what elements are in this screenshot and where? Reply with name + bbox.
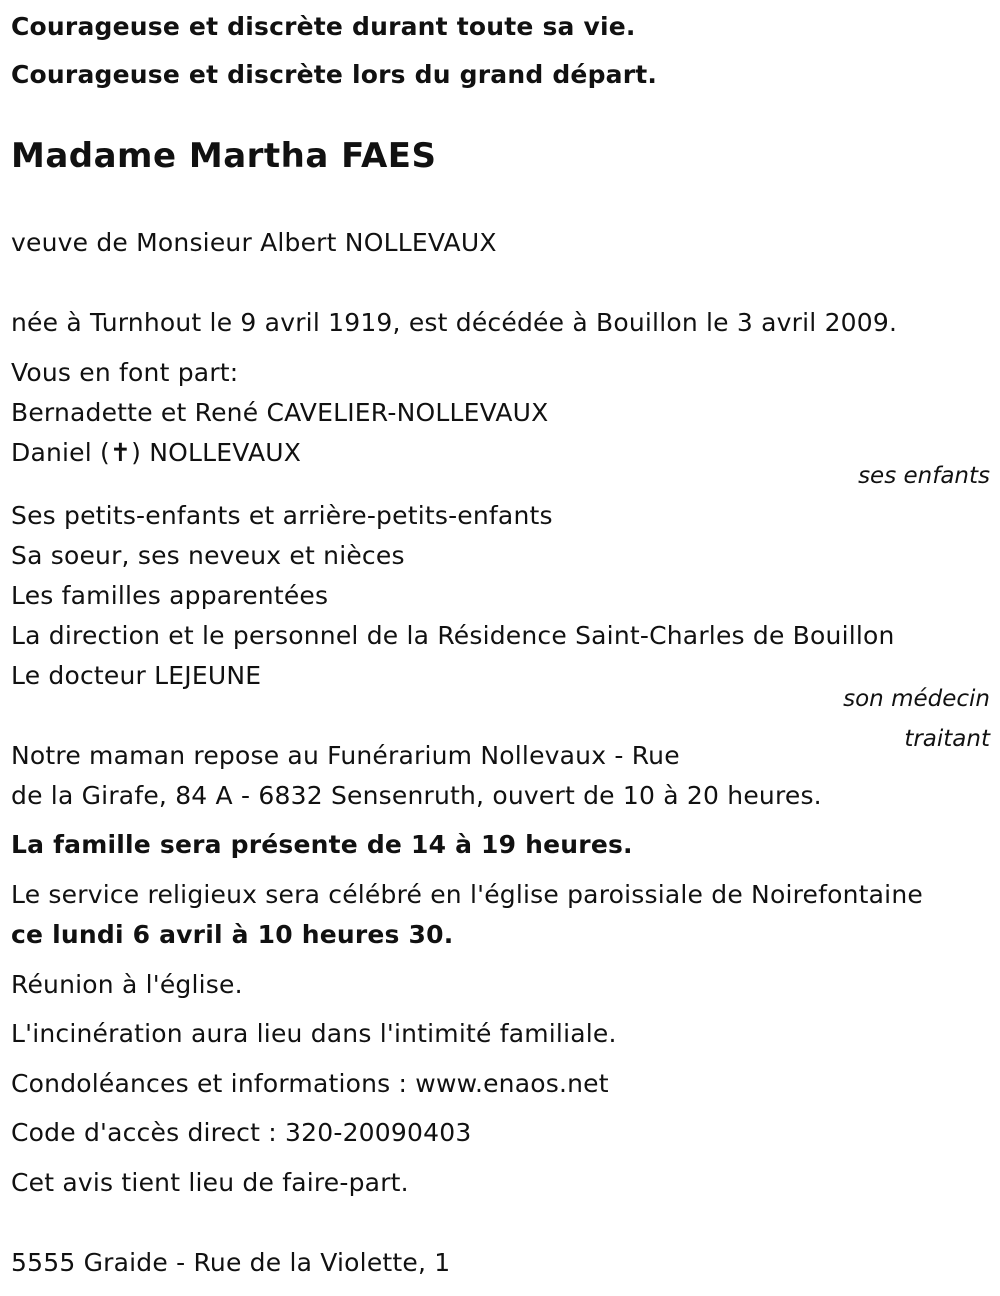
rest-line-1: Notre maman repose au Funérarium Nollevaux - Rue	[11, 741, 680, 770]
child-2: Daniel (✝) NOLLEVAUX	[11, 438, 302, 467]
family-presence: La famille sera présente de 14 à 19 heures.	[11, 830, 633, 859]
motto-line-2: Courageuse et discrète lors du grand départ.	[11, 60, 658, 89]
rest-line-2: de la Girafe, 84 A - 6832 Sensenruth, ouvert de 10 à 20 heures.	[11, 781, 822, 810]
doctor-note-line-1: son médecin	[843, 686, 990, 712]
address: 5555 Graide - Rue de la Violette, 1	[11, 1248, 451, 1277]
meeting: Réunion à l'église.	[11, 970, 243, 999]
relative-5: Le docteur LEJEUNE	[11, 661, 262, 690]
children-note: ses enfants	[858, 463, 990, 489]
condolences: Condoléances et informations : www.enaos.net	[11, 1069, 609, 1098]
birth-death: née à Turnhout le 9 avril 1919, est décédée à Bouillon le 3 avril 2009.	[11, 308, 898, 337]
relative-4: La direction et le personnel de la Résidence Saint-Charles de Bouillon	[11, 621, 895, 650]
access-code: Code d'accès direct : 320-20090403	[11, 1118, 472, 1147]
announced-by-intro: Vous en font part:	[11, 358, 239, 387]
service-line-1: Le service religieux sera célébré en l'église paroissiale de Noirefontaine	[11, 880, 923, 909]
doctor-note	[843, 679, 990, 759]
relative-2: Sa soeur, ses neveux et nièces	[11, 541, 405, 570]
relative-1: Ses petits-enfants et arrière-petits-enfants	[11, 501, 553, 530]
doctor-note-line-2: traitant	[904, 726, 990, 752]
deceased-name: Madame Martha FAES	[11, 136, 437, 176]
service-line-2: ce lundi 6 avril à 10 heures 30.	[11, 920, 454, 949]
cremation: L'incinération aura lieu dans l'intimité familiale.	[11, 1019, 617, 1048]
child-1: Bernadette et René CAVELIER-NOLLEVAUX	[11, 398, 549, 427]
motto-line-1: Courageuse et discrète durant toute sa vie.	[11, 12, 636, 41]
notice: Cet avis tient lieu de faire-part.	[11, 1168, 409, 1197]
relative-3: Les familles apparentées	[11, 581, 329, 610]
widow-of: veuve de Monsieur Albert NOLLEVAUX	[11, 228, 497, 257]
